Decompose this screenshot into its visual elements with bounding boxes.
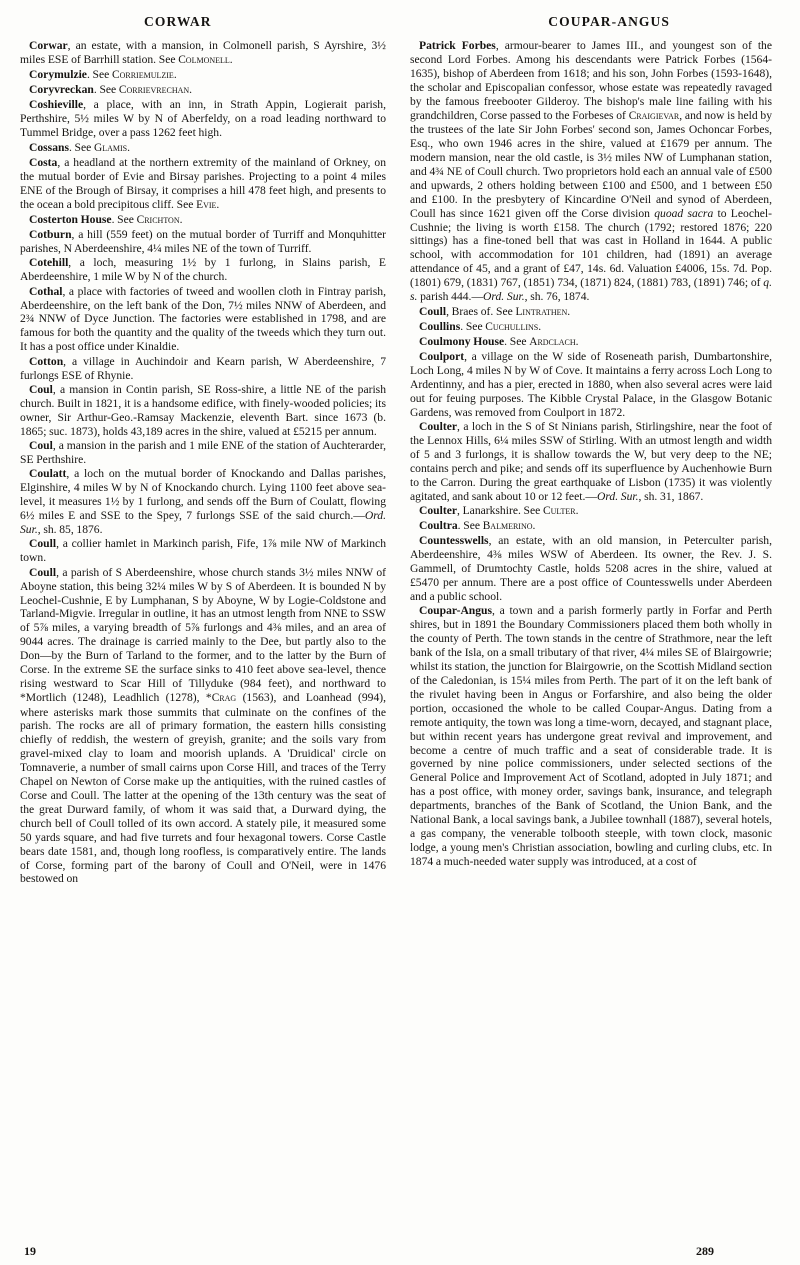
- entry: Coul, a mansion in the parish and 1 mile ENE of the station of Auchterarder, SE Perthshire.: [20, 439, 386, 466]
- entry: Coulport, a village on the W side of Roseneath parish, Dumbartonshire, Loch Long, 4 miles N by W of Cove. It maintains a ferry across Loch Long to Ardentinny, and has a pier, erected in 1880, when also several acres were laid out for feuing purposes. The Kibble Crystal Palace, in the Glasgow Botanic Gardens, was removed from Coulport in 1872.: [410, 350, 772, 419]
- page-footer: [20, 1244, 780, 1259]
- entry: Coull, a collier hamlet in Markinch parish, Fife, 1⅞ mile NW of Markinch town.: [20, 537, 386, 565]
- entry: Corwar, an estate, with a mansion, in Colmonell parish, S Ayrshire, 3½ miles ESE of Barrhill station. See Colmonell.: [20, 39, 386, 66]
- entry: Cothal, a place with factories of tweed and woollen cloth in Fintray parish, Aberdeenshire, on the left bank of the Don, 7½ miles NNW of Aberdeen, and 2¾ NNW of Dyce Junction. The factories were established in 1798, and are famous for both the quantity and the quality of the tweeds which they turn out. It has a post office under Kinaldie.: [20, 284, 386, 354]
- entry: Coull, a parish of S Aberdeenshire, whose church stands 3½ miles NNW of Aboyne station, this being 32¼ miles W by S of Aberdeen. It is bounded N by Leochel-Cushnie, E by Lumphanan, S by Aboyne, W by Logie-Coldstone and Tarland-Migvie. Irregular in outline, it has an utmost length from NNE to SSW of 5⅞ miles, a varying breadth of 5⅞ furlongs and 4⅜ miles, and an area of 9044 acres. The drainage is carried mainly to the Dee, but partly also to the Don—by the Burn of Tarland to the former, and to the latter by the Burn of Corse. In the extreme SE the surface sinks to 410 feet above sea-level, thence rising westward to Scar Hill of Tillyduke (984 feet), and northward to *Mortlich (1248), Leadhlich (1278), *Crag (1563), and Loanhead (994), where asterisks mark those summits that culminate on the confines of the parish. The rocks are all of primary formation, the eastern hills consisting chiefly of reddish, the western of greyish, granite; and the soils vary from gravel-mixed clay to loam and moorish uplands. A 'Druidical' circle on Tomnaverie, a number of small cairns upon Corse Hill, and traces of the Terry Chapel on Newton of Corse make up the antiquities, with the ruined castles of Corse and Coull. The latter at the opening of the 13th century was the seat of the great Durward family, of whom it was said that, a Durward dying, the church bell of Coull tolled of its own accord. A stately pile, it measured some 50 yards square, and had five turrets and four hexagonal towers. Corse Castle bears date 1581, and, though long roofless, is comparatively entire. The lands of Corse, forming part of the barony of Coull and O'Neil, were in 1476 bestowed on: [20, 565, 386, 886]
- running-headers: [20, 14, 780, 30]
- entry: Coryvreckan. See Corrievrechan.: [29, 83, 193, 97]
- entry: Cossans. See Glamis.: [29, 140, 131, 154]
- entry: Coulmony House. See Ardclach.: [419, 334, 579, 348]
- entry: Costa, a headland at the northern extremity of the mainland of Orkney, on the mutual border of Evie and Birsay parishes. Projecting to a point 4 miles ENE of the Brough of Birsay, it comprises a hill 478 feet high, and presents to the ocean a bold precipitous cliff. See Evie.: [20, 155, 386, 211]
- entry: Patrick Forbes, armour-bearer to James III., and youngest son of the second Lord Forbes. Among his descendants were Patrick Forbes (1564-1635), bishop of Aberdeen from 1618; and his son, John Forbes (1593-1648), the scholar and Episcopalian confessor, whose estate was repeatedly ravaged by the famous freebooter Gilderoy. The bishop's male line failing with his grandchildren, Corse passed to the Forbeses of Craigievar, and now is held by the trustees of the late Sir John Forbes' second son, James Ochoncar Forbes, Esq., who own 1946 acres in the shire, valued at £1679 per annum. The modern mansion, near the old castle, is 3½ miles NW of Lumphanan station, and 4¾ NE of Coull church. Two proprietors hold each an annual vale of £500 and upwards, 2 others holding between £100 and £500, and 1 between £50 and £100. In the presbytery of Kincardine O'Neil and synod of Aberdeen, Coull has since 1621 given off the Corse division quoad sacra to Leochel-Cushnie; the living is worth £158. The church (1792; restored 1876; 220 sittings) has a fine-toned bell that was cast in Holland in 1644. A public school, with accommodation for 101 children, had (1891) an average attendance of 45, and a grant of £47, 14s. 6d. Valuation £4006, 15s. 7d. Pop. (1801) 679, (1831) 767, (1851) 734, (1871) 824, (1881) 783, (1891) 746; of q. s. parish 444.—Ord. Sur., sh. 76, 1874.: [410, 39, 772, 304]
- entry: Coulter, Lanarkshire. See Culter.: [419, 504, 579, 518]
- page-number-left: 19: [24, 1244, 36, 1258]
- entry: Corymulzie. See Corriemulzie.: [29, 68, 177, 82]
- entry: Coull, Braes of. See Lintrathen.: [419, 304, 571, 318]
- header-right: COUPAR-ANGUS: [548, 14, 670, 29]
- entry: Cotburn, a hill (559 feet) on the mutual border of Turriff and Monquhitter parishes, N Aberdeenshire, 4¼ miles NE of the town of Turriff.: [20, 227, 386, 255]
- entry: Costerton House. See Crichton.: [29, 212, 183, 226]
- header-left: CORWAR: [144, 14, 212, 29]
- entry: Coulatt, a loch on the mutual border of Knockando and Dallas parishes, Elginshire, 4 miles W by N of Knockando church. Lying 1100 feet above sea-level, it measures 1½ by 1 furlong, and sends off the Burn of Coulatt, flowing 6½ miles E and SSE to the Spey, 7 furlongs SSE of the said church.—Ord. Sur., sh. 85, 1876.: [20, 467, 386, 536]
- column-right: [396, 39, 772, 1214]
- entry: Coul, a mansion in Contin parish, SE Ross-shire, a little NE of the parish church. Built in 1821, it is a handsome edifice, with finely-wooded policies; its owner, Sir Arthur-Geo.-Ramsay Mackenzie, eleventh Bart. since 1673 (b. 1865; suc. 1873), holds 43,189 acres in the shire, valued at £5215 per annum.: [20, 382, 386, 438]
- entry: Coshieville, a place, with an inn, in Strath Appin, Logierait parish, Perthshire, 5½ miles W by N of Aberfeldy, on a road leading northward to Tummel Bridge, over a pass 1262 feet high.: [20, 98, 386, 140]
- page-number-right: 289: [696, 1244, 714, 1258]
- column-left: [20, 39, 396, 1214]
- entry: Coupar-Angus, a town and a parish formerly partly in Forfar and Perth shires, but in 1891 the Boundary Commissioners placed them both wholly in the county of Perth. The town stands in the centre of Strathmore, near the left bank of the Isla, on a small tributary of that river, 4¼ miles SE of Blairgowrie; whilst its station, the junction for Blairgowrie, on the Scottish Midland section of the Caledonian, is 15¼ miles from Perth. The part of it on the left bank of the rivulet having been in Angus or Forfarshire, and also being the older portion, occasioned the whole to be called Coupar-Angus. Dating from a remote antiquity, the town was long a time-worn, decayed, and stagnant place, but within recent years has undergone great revival and improvement, and become a centre of much traffic and a seat of considerable trade. It is governed by nine police commissioners, under selected sections of the General Police and Improvement Act of Scotland, adopted in July 1871; and has a post office, with money order, savings bank, insurance, and telegraph departments, branches of the Bank of Scotland, the Union Bank, and the National Bank, a local savings bank, a Jubilee townhall (1887), several hotels, a gas company, the venerable tolbooth steeple, with town clock, masonic lodge, a young men's Christian association, bowling and curling clubs, etc. In 1874 a much-needed water supply was introduced, at a cost of: [410, 604, 772, 868]
- entry: Cotton, a village in Auchindoir and Kearn parish, W Aberdeenshire, 7 furlongs ESE of Rhynie.: [20, 354, 386, 382]
- entry: Coulter, a loch in the S of St Ninians parish, Stirlingshire, near the foot of the Lennox Hills, 6¼ miles SSW of Stirling. With an utmost length and width of 5 and 3 furlongs, it is shallow towards the W, but very deep to the NE; contains perch and pike; and sends off its superfluence by Auchenhowie Burn to the Carron. During the great earthquake of Lisbon (1735) it was violently agitated, and sank about 10 or 12 feet.—Ord. Sur., sh. 31, 1867.: [410, 420, 772, 503]
- entry: Coullins. See Cuchullins.: [419, 319, 542, 333]
- text-columns: [20, 39, 780, 1214]
- entry: Cotehill, a loch, measuring 1½ by 1 furlong, in Slains parish, E Aberdeenshire, 1 mile W by N of the church.: [20, 256, 386, 284]
- entry: Coultra. See Balmerino.: [419, 519, 536, 533]
- entry: Countesswells, an estate, with an old mansion, in Peterculter parish, Aberdeenshire, 4⅜ miles WSW of Aberdeen. Its owner, the Rev. J. S. Gammell, of Drumtochty Castle, holds 5208 acres in the shire, valued at £5470 per annum. There are a post office of Countesswells under Aberdeen and a public school.: [410, 534, 772, 604]
